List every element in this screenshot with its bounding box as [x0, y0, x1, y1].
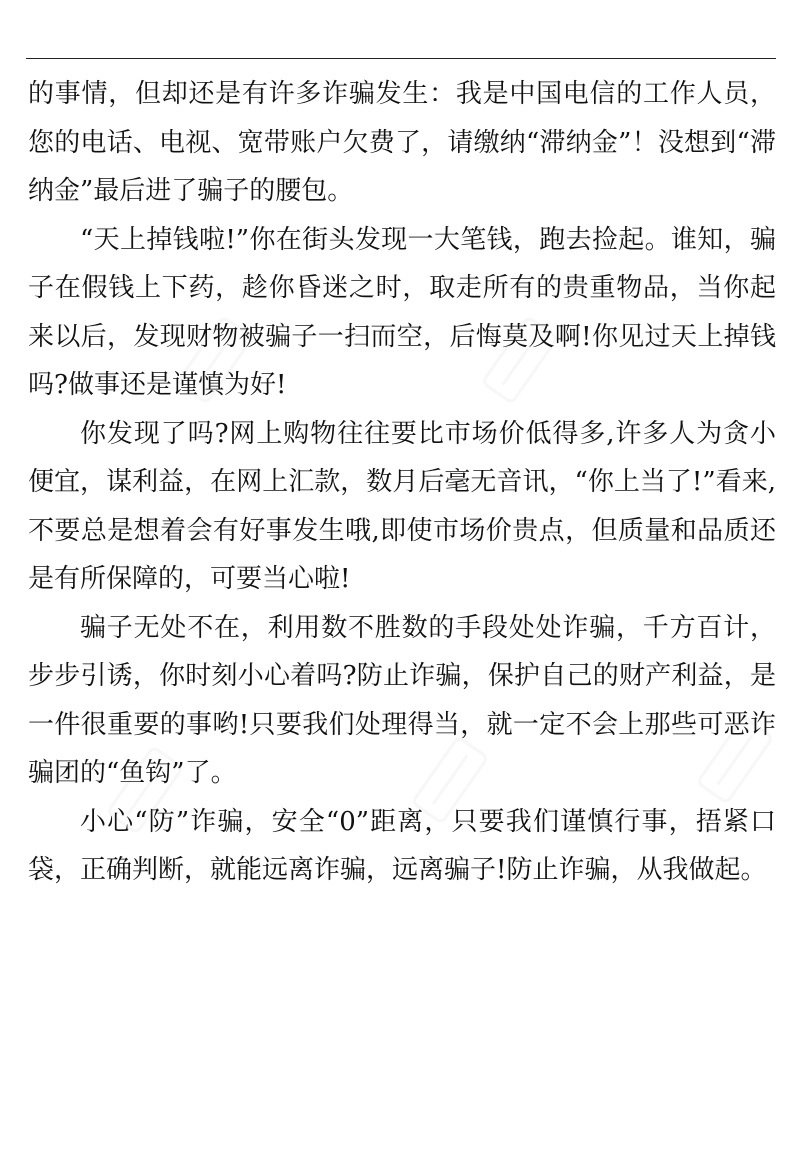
paragraph-3: 你发现了吗?网上购物往往要比市场价低得多,许多人为贪小便宜，谋利益，在网上汇款，数月后毫无音讯，“你上当了!”看来,不要总是想着会有好事发生哦,即使市场价贵点，但质量和品质还是有所保障的，可要当心啦!	[28, 418, 776, 594]
header-rule	[26, 58, 776, 59]
paragraph-4: 骗子无处不在，利用数不胜数的手段处处诈骗，千方百计，步步引诱，你时刻小心着吗?防止诈骗，保护自己的财产利益，是一件很重要的事哟!只要我们处理得当，就一定不会上那些可恶诈骗团的“鱼钩”了。	[28, 612, 776, 788]
paragraph-5: 小心“防”诈骗，安全“0”距离，只要我们谨慎行事，捂紧口袋，正确判断，就能远离诈骗，远离骗子!防止诈骗，从我做起。	[28, 806, 776, 885]
document-body	[28, 70, 776, 895]
paragraph-2: “天上掉钱啦!”你在街头发现一大笔钱，跑去捡起。谁知，骗子在假钱上下药，趁你昏迷之时，取走所有的贵重物品，当你起来以后，发现财物被骗子一扫而空，后悔莫及啊!你见过天上掉钱吗?做事还是谨慎为好!	[28, 224, 776, 400]
paragraph-1: 的事情，但却还是有许多诈骗发生：我是中国电信的工作人员，您的电话、电视、宽带账户欠费了，请缴纳“滞纳金”！没想到“滞纳金”最后进了骗子的腰包。	[28, 79, 776, 206]
